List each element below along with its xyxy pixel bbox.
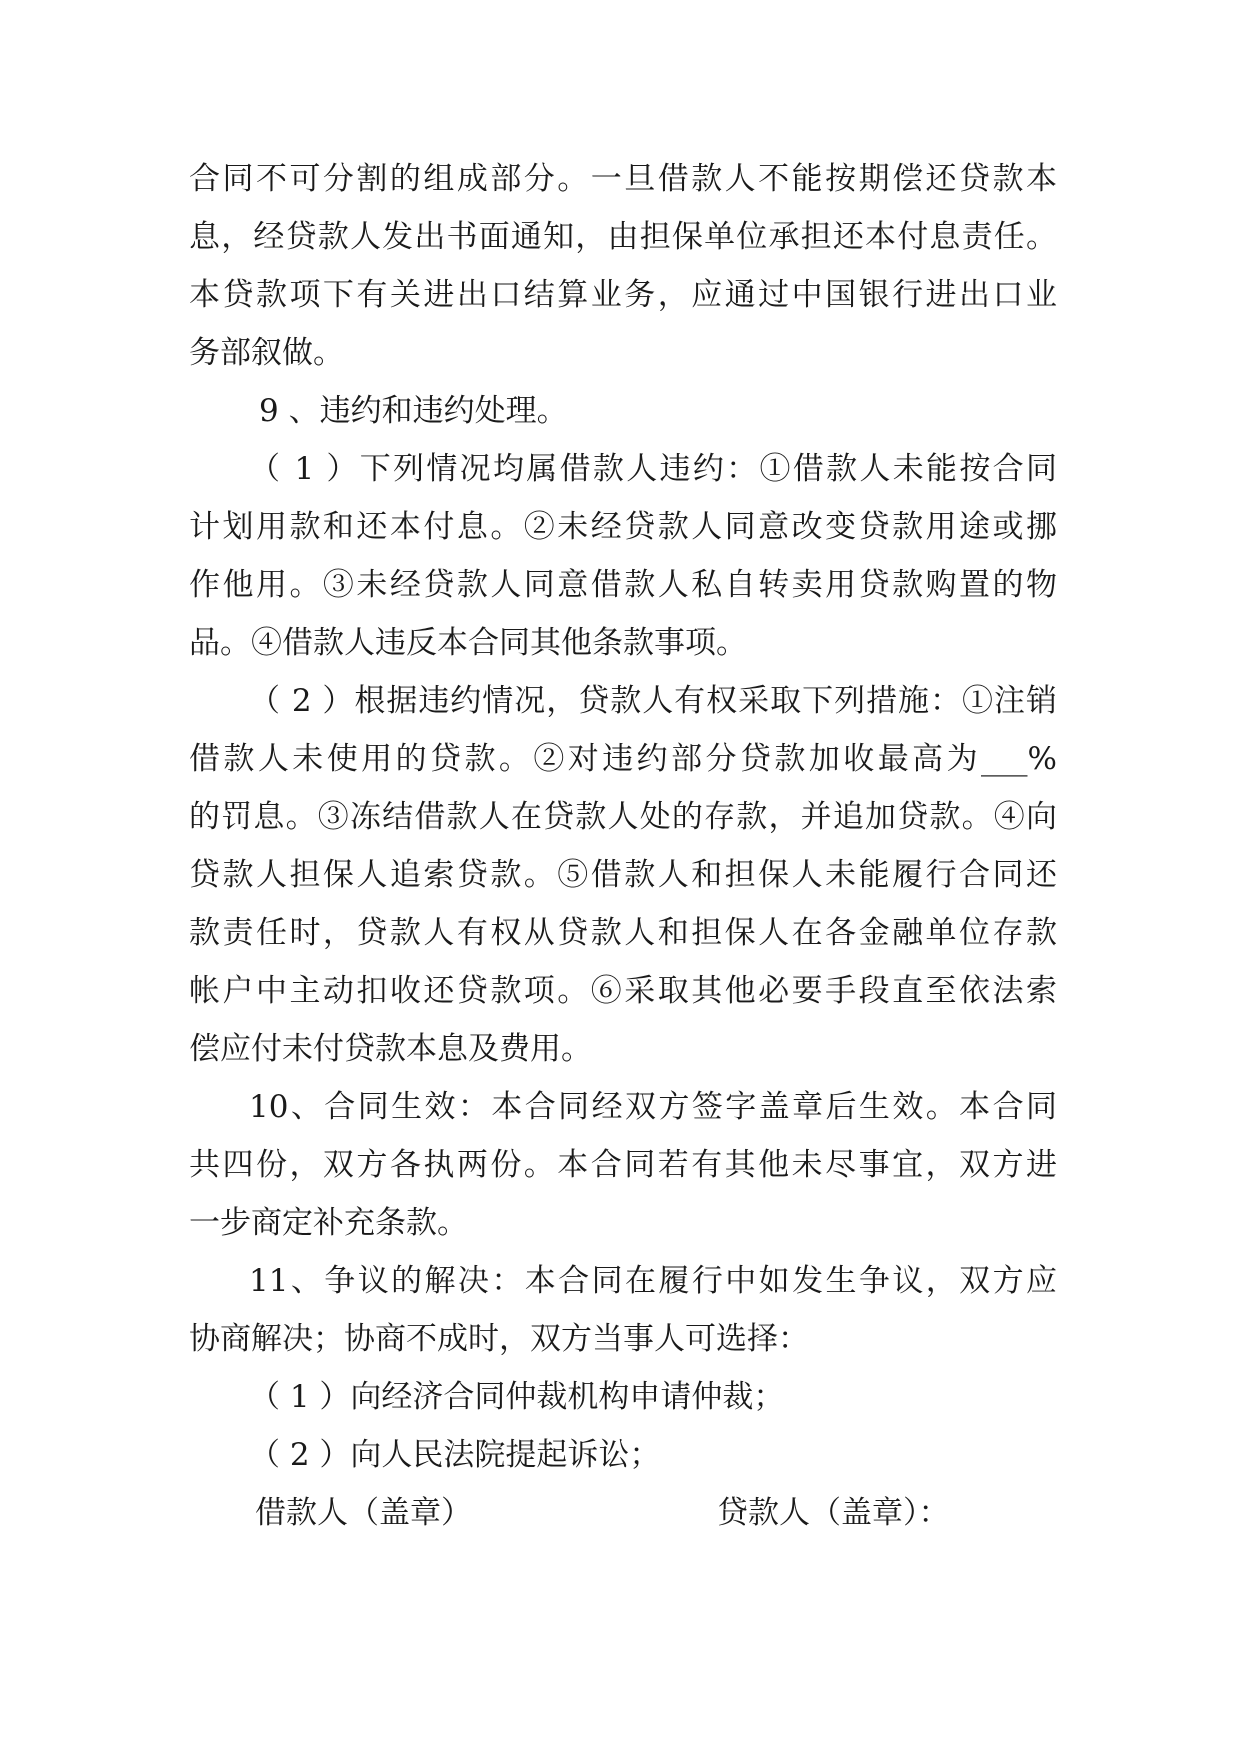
paragraph-line: 帐户中主动扣收还贷款项。⑥采取其他必要手段直至依法索 bbox=[189, 973, 1057, 1009]
paragraph-line: 一步商定补充条款。 bbox=[189, 1205, 468, 1241]
lender-signature-label: 贷款人（盖章）： bbox=[717, 1495, 950, 1531]
paragraph-line: 计划用款和还本付息。②未经贷款人同意改变贷款用途或挪 bbox=[189, 509, 1057, 545]
paragraph-line: 品。④借款人违反本合同其他条款事项。 bbox=[189, 625, 747, 661]
paragraph-line: 本贷款项下有关进出口结算业务，应通过中国银行进出口业 bbox=[189, 277, 1057, 313]
paragraph-line: 借款人未使用的贷款。②对违约部分贷款加收最高为___% bbox=[189, 741, 1057, 777]
paragraph-line: 共四份，双方各执两份。本合同若有其他未尽事宜，双方进 bbox=[189, 1147, 1057, 1183]
paragraph-line: 合同不可分割的组成部分。一旦借款人不能按期偿还贷款本 bbox=[189, 161, 1057, 197]
borrower-signature-label: 借款人（盖章） bbox=[255, 1495, 472, 1531]
paragraph-line: 偿应付未付贷款本息及费用。 bbox=[189, 1031, 592, 1067]
paragraph-line: 协商解决；协商不成时，双方当事人可选择： bbox=[189, 1321, 809, 1357]
paragraph-line: （ 2 ）根据违约情况，贷款人有权采取下列措施：①注销 bbox=[249, 683, 1057, 719]
paragraph-line: 款责任时，贷款人有权从贷款人和担保人在各金融单位存款 bbox=[189, 915, 1057, 951]
paragraph-line: 的罚息。③冻结借款人在贷款人处的存款，并追加贷款。④向 bbox=[189, 799, 1057, 835]
option-arbitration: （ 1 ）向经济合同仲裁机构申请仲裁； bbox=[249, 1379, 785, 1415]
section-heading-10: 10、合同生效：本合同经双方签字盖章后生效。本合同 bbox=[249, 1089, 1057, 1125]
paragraph-line: 贷款人担保人追索贷款。⑤借款人和担保人未能履行合同还 bbox=[189, 857, 1057, 893]
paragraph-line: 作他用。③未经贷款人同意借款人私自转卖用贷款购置的物 bbox=[189, 567, 1057, 603]
option-litigation: （ 2 ）向人民法院提起诉讼； bbox=[249, 1437, 661, 1473]
paragraph-line: （ 1 ）下列情况均属借款人违约：①借款人未能按合同 bbox=[249, 451, 1057, 487]
paragraph-line: 务部叙做。 bbox=[189, 335, 344, 371]
paragraph-line: 息，经贷款人发出书面通知，由担保单位承担还本付息责任。 bbox=[189, 219, 1057, 255]
section-heading-11: 11、争议的解决：本合同在履行中如发生争议，双方应 bbox=[249, 1263, 1057, 1299]
section-heading-9: 9 、违约和违约处理。 bbox=[259, 393, 568, 429]
